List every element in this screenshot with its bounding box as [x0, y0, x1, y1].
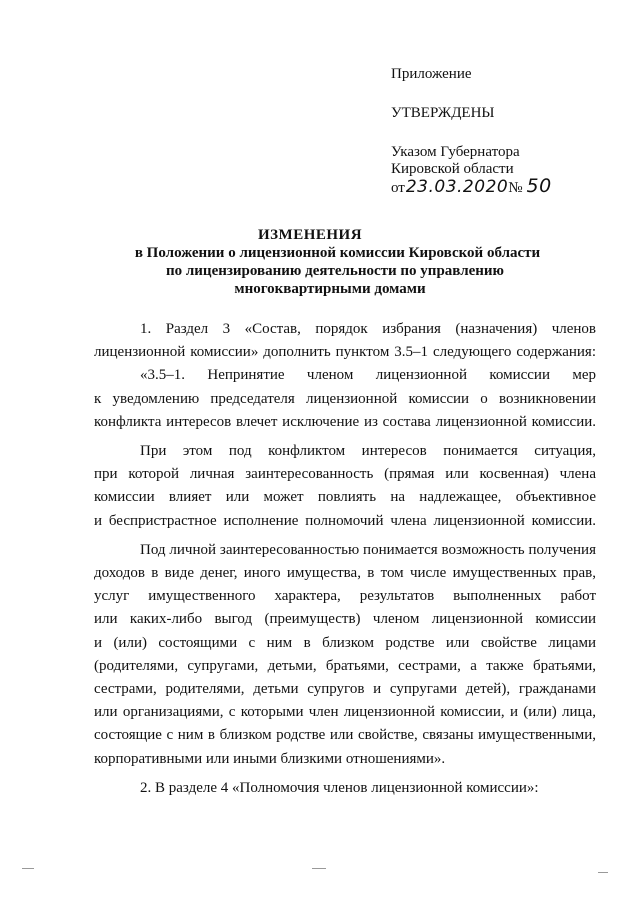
scan-artifact	[312, 868, 326, 869]
paragraph-3-line-4: и беспристрастное исполнение полномочий члена лицензионной комиссии.	[94, 512, 596, 529]
title-line-3: многоквартирными домами	[234, 281, 426, 297]
approved-label: УТВЕРЖДЕНЫ	[391, 105, 495, 121]
paragraph-5-line-1: 2. В разделе 4 «Полномочия членов лицензионной комиссии»:	[140, 779, 539, 796]
paragraph-2-line-1: «3.5–1. Непринятие членом лицензионной комиссии мер	[140, 367, 596, 384]
document-body	[94, 318, 596, 800]
paragraph-2-line-3: конфликта интересов влечет исключение из состава лицензионной комиссии.	[94, 413, 596, 430]
date-number-line	[391, 175, 552, 197]
handwritten-number: 50	[526, 175, 552, 197]
appendix-label: Приложение	[391, 66, 472, 82]
scan-artifact	[22, 868, 34, 869]
document-title	[0, 226, 640, 298]
paragraph-4-line-9: состоящие с ним в близком родстве или свойстве, связаны имущественными,	[94, 727, 596, 744]
paragraph-3-line-3: комиссии влияет или может повлиять на надлежащее, объективное	[94, 489, 596, 506]
scan-artifact	[598, 872, 608, 873]
paragraph-2-line-2: к уведомлению председателя лицензионной комиссии о возникновении	[94, 390, 596, 407]
paragraph-1-line-1: 1. Раздел 3 «Состав, порядок избрания (назначения) членов	[140, 321, 596, 337]
paragraph-4-line-3: услуг имущественного характера, результатов выполненных работ	[94, 588, 596, 605]
handwritten-date: 23.03.2020	[405, 177, 509, 197]
paragraph-3-line-1: При этом под конфликтом интересов понимается ситуация,	[140, 443, 596, 460]
date-prefix: от	[391, 180, 405, 196]
number-prefix: №	[508, 180, 523, 196]
title-line-1: в Положении о лицензионной комиссии Кировской области	[134, 245, 541, 261]
paragraph-4-line-4: или каких-либо выгод (преимуществ) членом лицензионной комиссии	[94, 611, 596, 628]
paragraph-3-line-2: при которой личная заинтересованность (прямая или косвенная) члена	[94, 466, 596, 483]
title-line-2: по лицензированию деятельности по управлению	[165, 263, 505, 279]
paragraph-4-line-10: корпоративными или иными близкими отношениями».	[94, 750, 446, 767]
paragraph-4-line-6: (родителями, супругами, детьми, братьями, сестрами, а также братьями,	[94, 657, 596, 674]
title-main: ИЗМЕНЕНИЯ	[257, 227, 363, 243]
decree-line-1: Указом Губернатора	[391, 144, 520, 160]
approval-block	[391, 66, 552, 197]
paragraph-4-line-5: и (или) состоящими с ним в близком родстве или свойстве лицами	[94, 634, 596, 651]
paragraph-4-line-1: Под личной заинтересованностью понимается возможность получения	[140, 541, 596, 558]
paragraph-4-line-7: сестрами, родителями, детьми супругов и супругами детей), гражданами	[94, 681, 596, 698]
paragraph-4-line-2: доходов в виде денег, иного имущества, в том числе имущественных прав,	[94, 565, 596, 582]
paragraph-4-line-8: или организациями, с которыми член лицензионной комиссии, и (или) лица,	[94, 704, 596, 721]
decree-line-2: Кировской области	[391, 161, 514, 177]
paragraph-1-line-2: лицензионной комиссии» дополнить пунктом 3.5–1 следующего содержания:	[94, 344, 596, 361]
